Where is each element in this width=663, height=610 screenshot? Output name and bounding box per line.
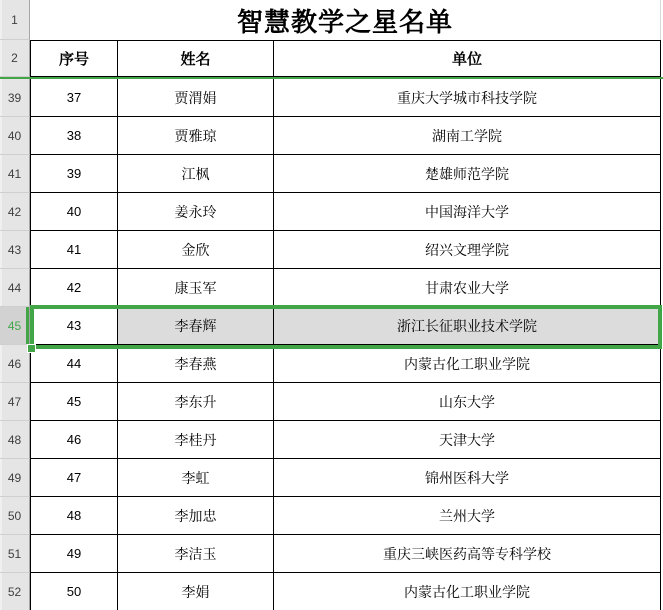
cell-seq[interactable]: 41: [31, 231, 118, 269]
table-row: [0, 421, 663, 459]
row-header-2[interactable]: 2: [0, 40, 30, 77]
cell-org[interactable]: 内蒙古化工职业学院: [274, 345, 661, 383]
row-header-selected[interactable]: 45: [0, 307, 30, 345]
row-header[interactable]: 43: [0, 231, 30, 269]
cell-org[interactable]: 山东大学: [274, 383, 661, 421]
cell-org[interactable]: 兰州大学: [274, 497, 661, 535]
cell-org[interactable]: 楚雄师范学院: [274, 155, 661, 193]
cell-name[interactable]: 贾渭娟: [118, 79, 274, 117]
table-row: [0, 117, 663, 155]
cell-org[interactable]: 甘肃农业大学: [274, 269, 661, 307]
cell-org[interactable]: 湖南工学院: [274, 117, 661, 155]
cell-name[interactable]: 李洁玉: [118, 535, 274, 573]
row-header[interactable]: 50: [0, 497, 30, 535]
cell-name[interactable]: 李加忠: [118, 497, 274, 535]
cell-seq[interactable]: 50: [31, 573, 118, 610]
row-header[interactable]: 44: [0, 269, 30, 307]
cell-seq[interactable]: 42: [31, 269, 118, 307]
table-row: [0, 459, 663, 497]
cell-seq[interactable]: 48: [31, 497, 118, 535]
row-header[interactable]: 41: [0, 155, 30, 193]
table-row: [0, 79, 663, 117]
cell-seq[interactable]: 39: [31, 155, 118, 193]
cell-name[interactable]: 李东升: [118, 383, 274, 421]
row-header[interactable]: 51: [0, 535, 30, 573]
table-row: [0, 383, 663, 421]
table-row: [0, 269, 663, 307]
cell-name[interactable]: 康玉军: [118, 269, 274, 307]
cell-org[interactable]: 浙江长征职业技术学院: [274, 307, 661, 345]
cell-org[interactable]: 内蒙古化工职业学院: [274, 573, 661, 610]
cell-name[interactable]: 江枫: [118, 155, 274, 193]
row-header[interactable]: 46: [0, 345, 30, 383]
table-row: [0, 535, 663, 573]
table-row: [0, 231, 663, 269]
cell-seq-active[interactable]: 43: [31, 307, 118, 345]
row-header[interactable]: 52: [0, 573, 30, 610]
row-header[interactable]: 49: [0, 459, 30, 497]
cell-org[interactable]: 中国海洋大学: [274, 193, 661, 231]
column-header-name[interactable]: 姓名: [118, 40, 274, 77]
cell-name[interactable]: 李春辉: [118, 307, 274, 345]
cell-org[interactable]: 重庆大学城市科技学院: [274, 79, 661, 117]
cell-name[interactable]: 贾雅琼: [118, 117, 274, 155]
cell-seq[interactable]: 37: [31, 79, 118, 117]
title-row: [0, 0, 663, 40]
cell-seq[interactable]: 38: [31, 117, 118, 155]
row-header[interactable]: 47: [0, 383, 30, 421]
row-header[interactable]: 40: [0, 117, 30, 155]
cell-seq[interactable]: 45: [31, 383, 118, 421]
table-row: [0, 193, 663, 231]
table-row: [0, 345, 663, 383]
cell-org[interactable]: 天津大学: [274, 421, 661, 459]
cell-seq[interactable]: 49: [31, 535, 118, 573]
row-header[interactable]: 39: [0, 79, 30, 117]
table-row: [0, 155, 663, 193]
cell-name[interactable]: 金欣: [118, 231, 274, 269]
table-row: [0, 573, 663, 610]
cell-name[interactable]: 李春燕: [118, 345, 274, 383]
cell-name[interactable]: 李桂丹: [118, 421, 274, 459]
cell-seq[interactable]: 47: [31, 459, 118, 497]
row-header[interactable]: 48: [0, 421, 30, 459]
fill-handle[interactable]: [28, 345, 35, 352]
column-header-row: [0, 40, 663, 77]
cell-org[interactable]: 重庆三峡医药高等专科学校: [274, 535, 661, 573]
cell-org[interactable]: 绍兴文理学院: [274, 231, 661, 269]
row-header[interactable]: 42: [0, 193, 30, 231]
cell-org[interactable]: 锦州医科大学: [274, 459, 661, 497]
cell-seq[interactable]: 44: [31, 345, 118, 383]
cell-seq[interactable]: 46: [31, 421, 118, 459]
column-header-org[interactable]: 单位: [274, 40, 661, 77]
cell-name[interactable]: 李虹: [118, 459, 274, 497]
row-header-1[interactable]: 1: [0, 0, 30, 40]
cell-seq[interactable]: 40: [31, 193, 118, 231]
cell-name[interactable]: 李娟: [118, 573, 274, 610]
column-header-seq[interactable]: 序号: [31, 40, 118, 77]
cell-name[interactable]: 姜永玲: [118, 193, 274, 231]
sheet-title-cell[interactable]: 智慧教学之星名单: [30, 0, 661, 40]
table-row: [0, 497, 663, 535]
table-row-selected: [0, 307, 663, 345]
